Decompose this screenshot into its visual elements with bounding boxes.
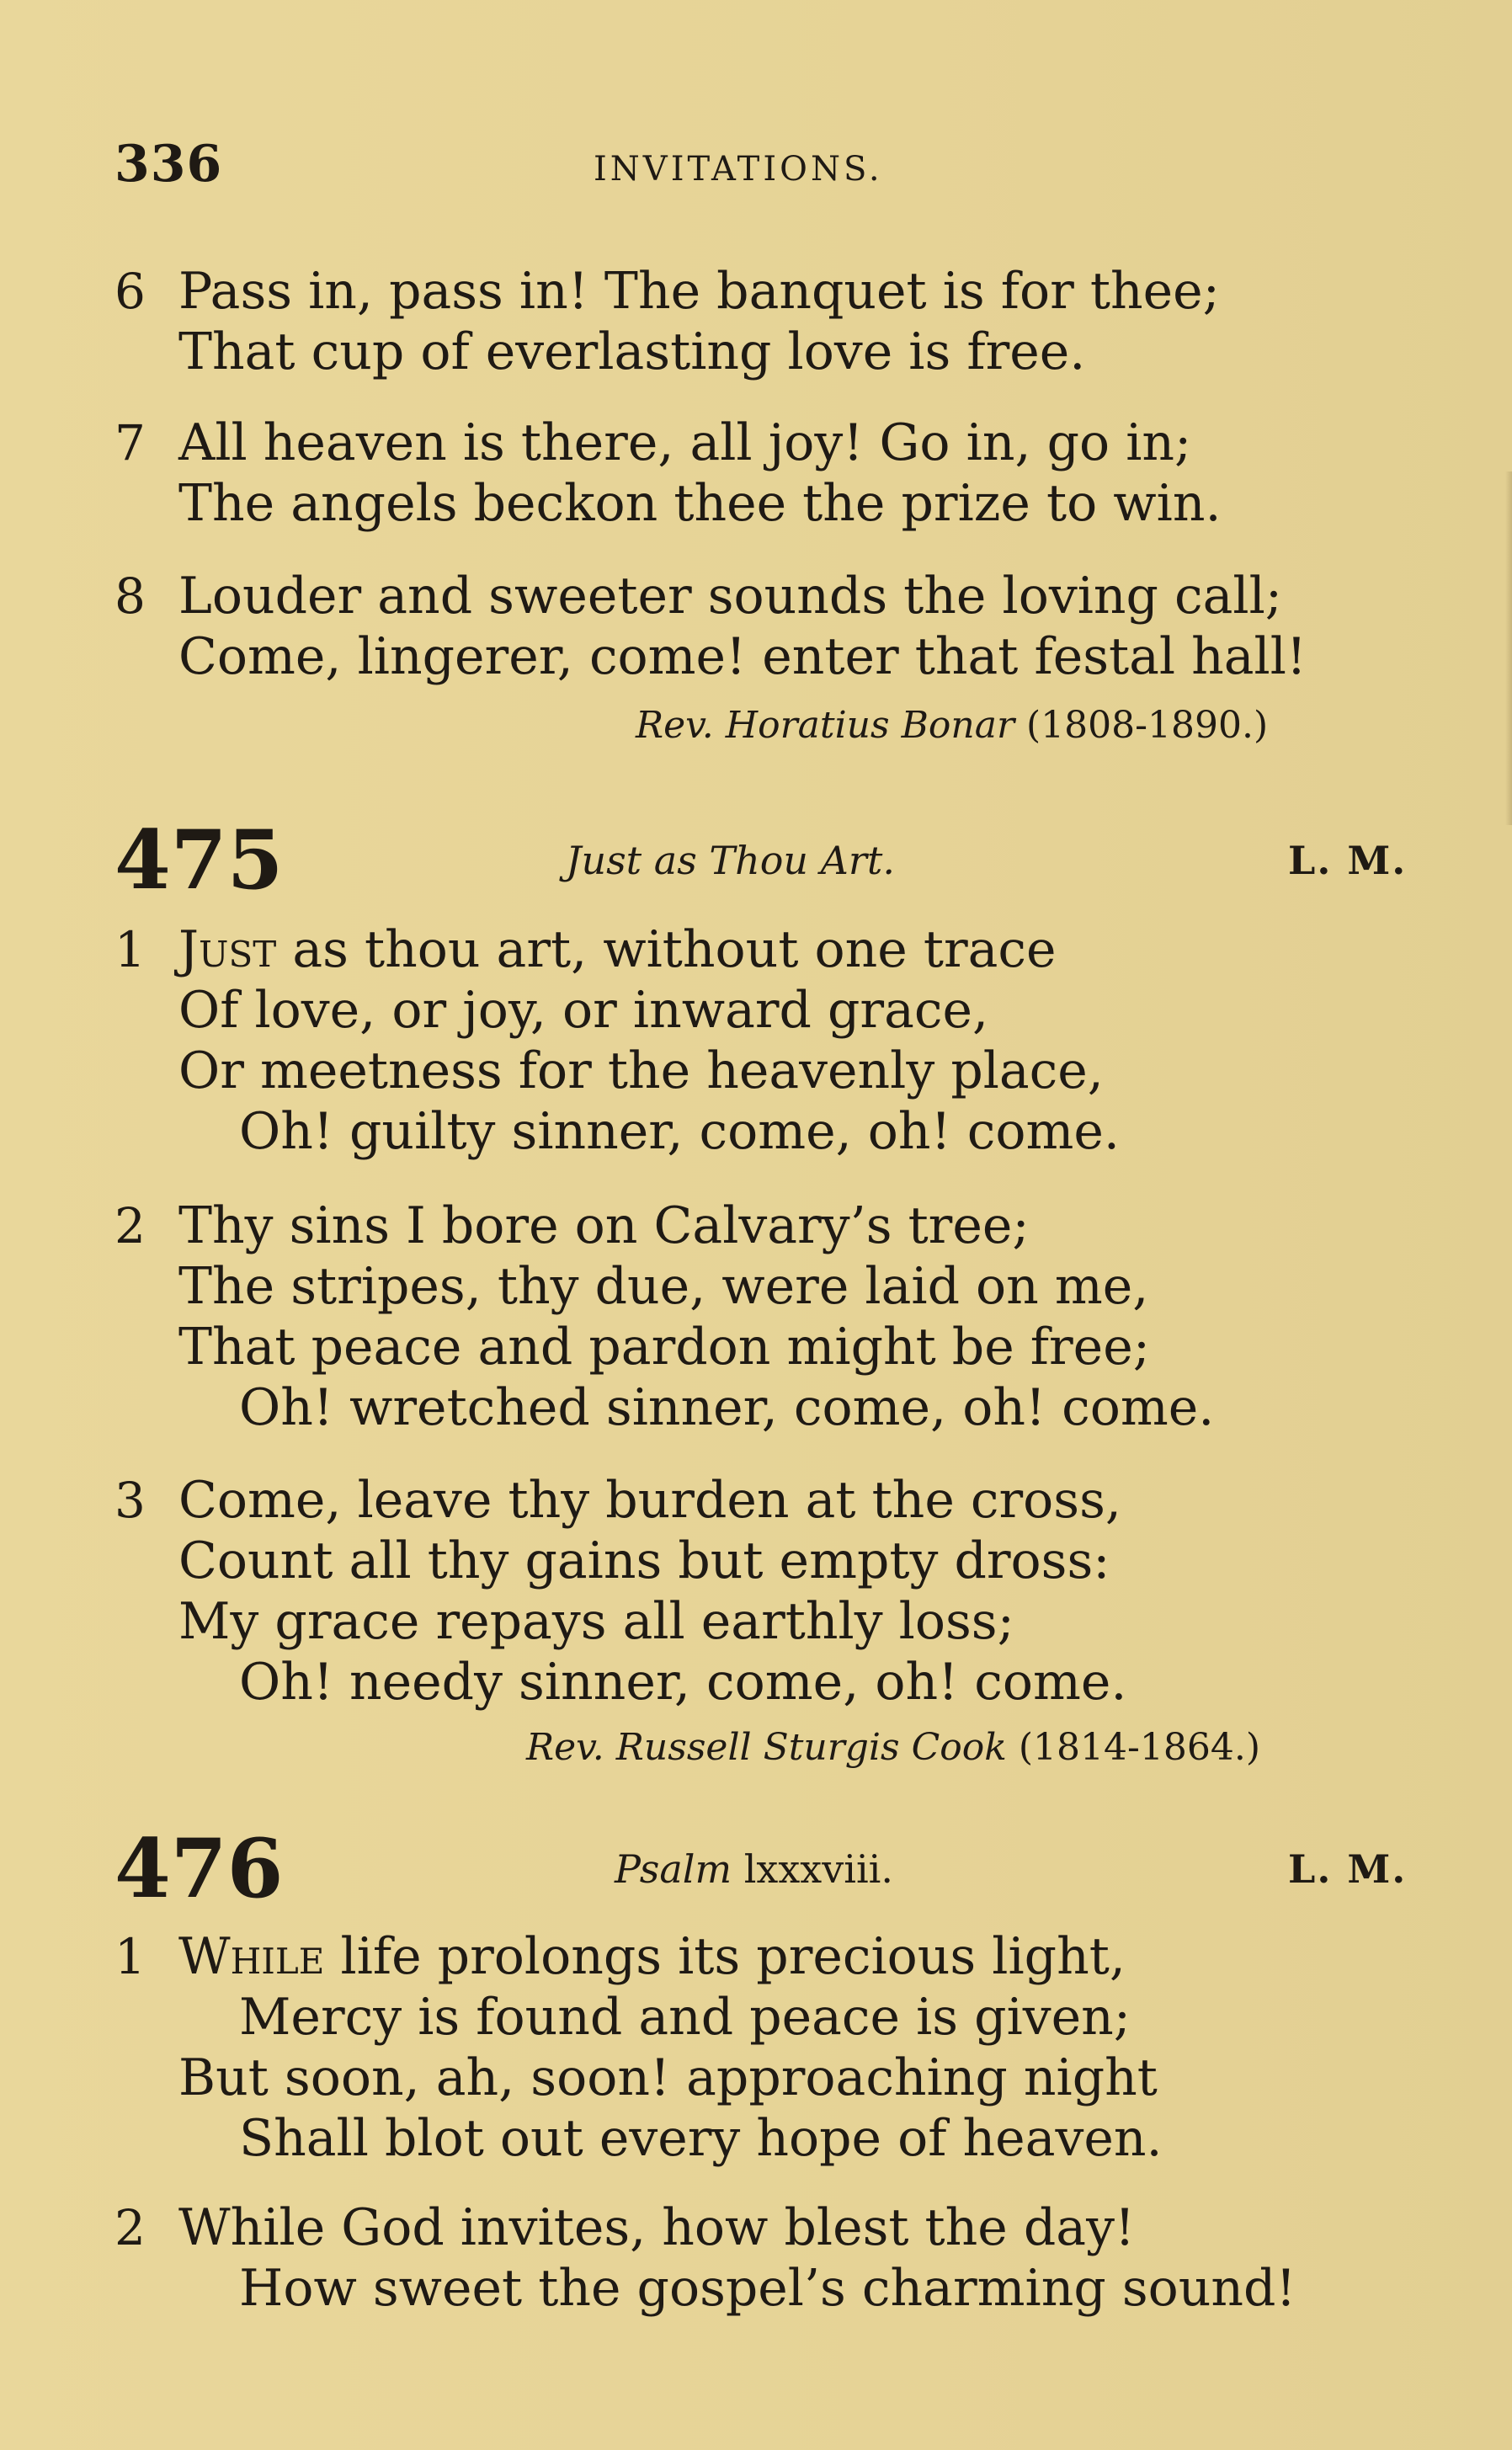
- hymn-title: [615, 1827, 893, 1911]
- verse-line: That peace and pardon might be free;: [178, 1318, 1150, 1377]
- verse-line: Oh! wretched sinner, come, oh! come.: [239, 1378, 1215, 1437]
- first-word: While: [178, 1927, 325, 1986]
- author-dates: (1808-1890.): [1026, 704, 1269, 747]
- verse-line: Shall blot out every hope of heaven.: [239, 2109, 1163, 2168]
- line-rest: life prolongs its precious light,: [324, 1927, 1126, 1986]
- hymn-title-roman: lxxxviii.: [743, 1846, 893, 1892]
- attribution: [636, 704, 1268, 747]
- verse-line: Come, lingerer, come! enter that festal hall!: [178, 627, 1307, 686]
- verse-line: Louder and sweeter sounds the loving call;: [178, 567, 1283, 626]
- page-edge-shadow: [1505, 471, 1512, 825]
- verse-line: While God invites, how blest the day!: [178, 2198, 1136, 2257]
- verse-line: My grace repays all earthly loss;: [178, 1592, 1014, 1651]
- verse-line: Or meetness for the heavenly place,: [178, 1041, 1104, 1100]
- author-name: Rev. Horatius Bonar: [636, 704, 1014, 747]
- verse-line: [178, 919, 1057, 980]
- verse-number: 8: [114, 567, 146, 625]
- verse-number: 1: [114, 921, 146, 978]
- verse-line: All heaven is there, all joy! Go in, go in;: [178, 413, 1192, 472]
- hymn-number: 476: [114, 1821, 284, 1916]
- first-word: Just: [178, 920, 277, 979]
- hymn-title: Just as Thou Art.: [566, 838, 895, 883]
- verse-number: 2: [114, 2199, 146, 2256]
- author-dates: (1814-1864.): [1018, 1726, 1261, 1769]
- verse-number: 6: [114, 263, 146, 320]
- page-number: 336: [114, 135, 223, 194]
- verse-line: How sweet the gospel’s charming sound!: [239, 2259, 1296, 2318]
- verse-line: Pass in, pass in! The banquet is for thee;: [178, 262, 1220, 321]
- verse-line: The stripes, thy due, were laid on me,: [178, 1257, 1149, 1316]
- verse-line: Oh! needy sinner, come, oh! come.: [239, 1653, 1127, 1712]
- verse-line: Of love, or joy, or inward grace,: [178, 981, 989, 1040]
- verse-line: Count all thy gains but empty dross:: [178, 1531, 1110, 1590]
- attribution: [526, 1726, 1260, 1769]
- hymn-meter: L. M.: [1288, 1846, 1408, 1892]
- hymn-number: 475: [114, 812, 284, 908]
- verse-line: Thy sins I bore on Calvary’s tree;: [178, 1196, 1030, 1255]
- verse-number: 1: [114, 1928, 146, 1985]
- verse-line: That cup of everlasting love is free.: [178, 322, 1086, 381]
- verse-number: 7: [114, 414, 146, 471]
- line-rest: as thou art, without one trace: [276, 920, 1057, 979]
- verse-line: Oh! guilty sinner, come, oh! come.: [239, 1102, 1120, 1161]
- running-title: INVITATIONS.: [594, 150, 883, 189]
- author-name: Rev. Russell Sturgis Cook: [526, 1726, 1007, 1769]
- verse-line: Come, leave thy burden at the cross,: [178, 1471, 1121, 1530]
- verse-line: But soon, ah, soon! approaching night: [178, 2048, 1158, 2107]
- verse-number: 3: [114, 1472, 146, 1529]
- hymn-meter: L. M.: [1288, 838, 1408, 883]
- hymn-title-italic: Psalm: [615, 1846, 732, 1892]
- verse-line: [178, 1926, 1126, 1987]
- verse-number: 2: [114, 1197, 146, 1254]
- verse-line: Mercy is found and peace is given;: [239, 1988, 1131, 2047]
- verse-line: The angels beckon thee the prize to win.: [178, 474, 1222, 533]
